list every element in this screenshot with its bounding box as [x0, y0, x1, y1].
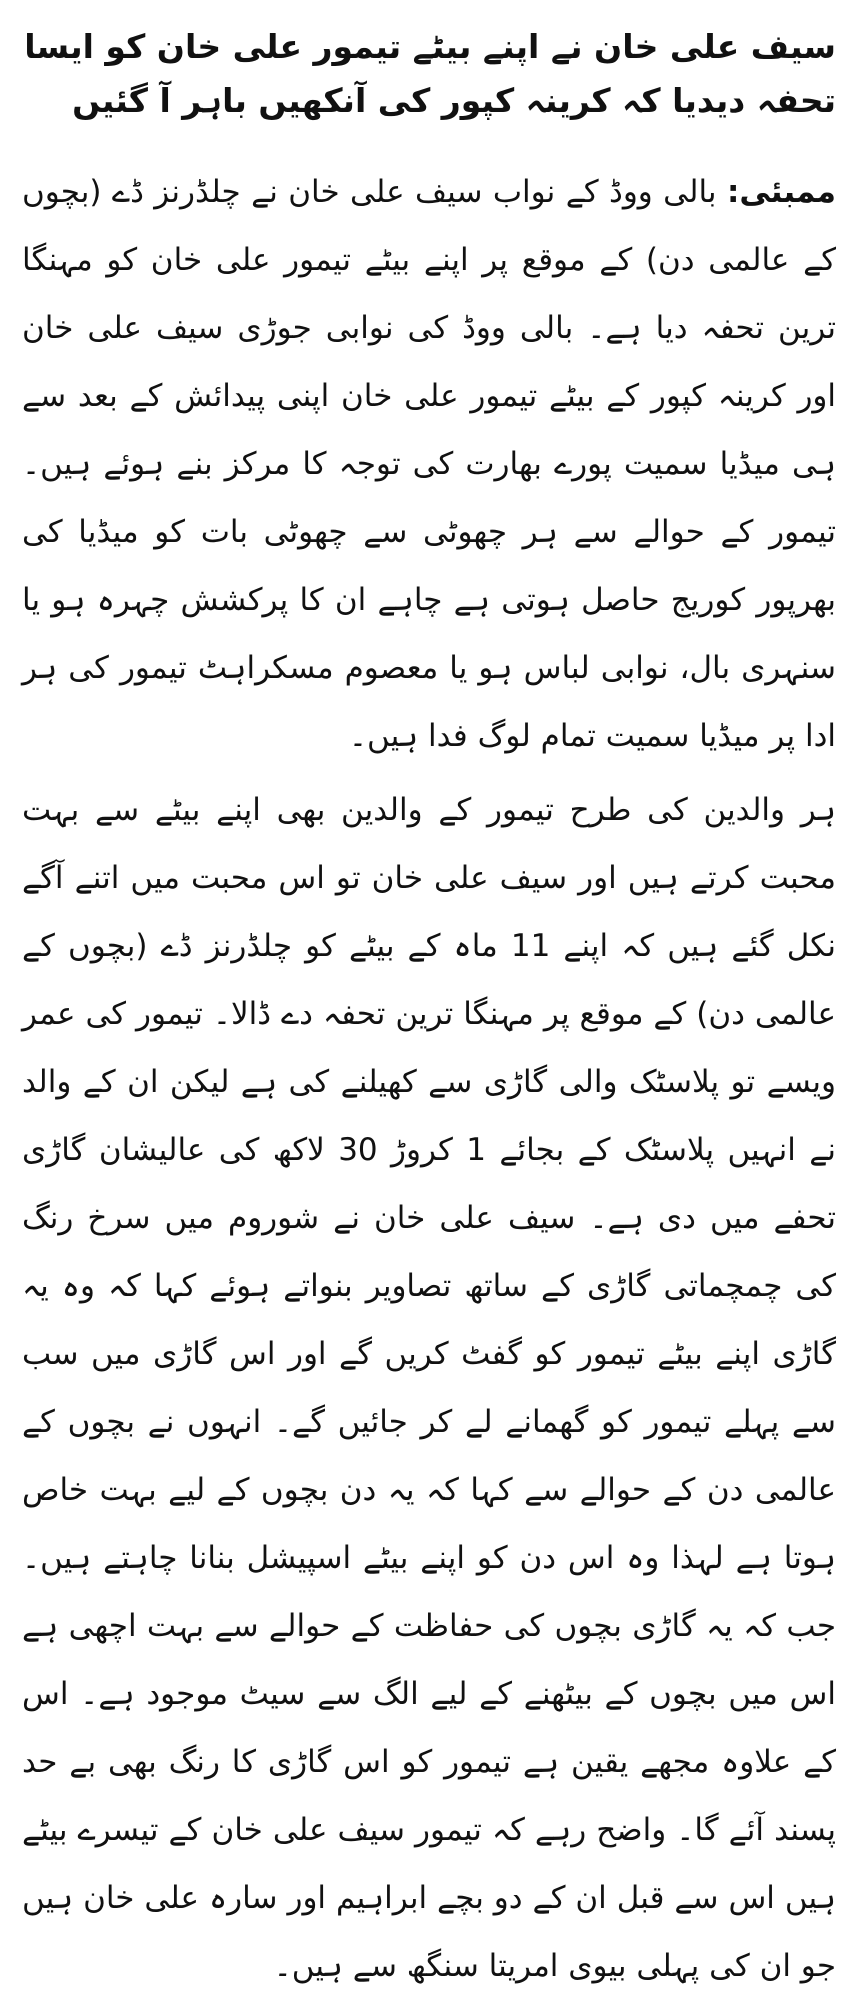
article-paragraph-2: ہر والدین کی طرح تیمور کے والدین بھی اپنے بیٹے سے بہت محبت کرتے ہیں اور سیف علی خان تو اس محبت میں اتنے آگے نکل گئے ہیں کہ اپنے 11 ماہ کے بیٹے کو چلڈرنز ڈے (بچوں کے عالمی دن) کے موقع پر مہنگا ترین تحفہ دے ڈالا۔ تیمور کی عمر ویسے تو پلاسٹک والی گاڑی سے کھیلنے کی ہے لیکن ان کے والد نے انہیں پلاسٹک کے بجائے 1 کروڑ 30 لاکھ کی عالیشان گاڑی تحفے میں دی ہے۔ سیف علی خان نے شوروم میں سرخ رنگ کی چمچماتی گاڑی کے ساتھ تصاویر بنواتے ہوئے کہا کہ وہ یہ گاڑی اپنے بیٹے تیمور کو گفٹ کریں گے اور اس گاڑی میں سب سے پہلے تیمور کو گھمانے لے کر جائیں گے۔ انہوں نے بچوں کے عالمی دن کے حوالے سے کہا کہ یہ دن بچوں کے لیے بہت خاص ہوتا ہے لہذا وہ اس دن کو اپنے بیٹے اسپیشل بنانا چاہتے ہیں۔ جب کہ یہ گاڑی بچوں کی حفاظت کے حوالے سے بہت اچھی ہے اس میں بچوں کے بیٹھنے کے لیے الگ سے سیٹ موجود ہے۔ اس کے علاوہ مجھے یقین ہے تیمور کو اس گاڑی کا رنگ بھی بے حد پسند آئے گا۔ واضح رہے کہ تیمور سیف علی خان کے تیسرے بیٹے ہیں اس سے قبل ان کے دو بچے ابراہیم اور سارہ علی خان ہیں جو ان کی پہلی بیوی امریتا سنگھ سے ہیں۔: [22, 792, 836, 1984]
article-paragraph-1-text: بالی ووڈ کے نواب سیف علی خان نے چلڈرنز ڈے (بچوں کے عالمی دن) کے موقع پر اپنے بیٹے تیمور علی خان کو مہنگا ترین تحفہ دیا ہے۔ بالی ووڈ کی نوابی جوڑی سیف علی خان اور کرینہ کپور کے بیٹے تیمور علی خان اپنی پیدائش کے بعد سے ہی میڈیا سمیت پورے بھارت کی توجہ کا مرکز بنے ہوئے ہیں۔ تیمور کے حوالے سے ہر چھوٹی سے چھوٹی بات کو میڈیا کی بھرپور کوریج حاصل ہوتی ہے چاہے ان کا پرکشش چہرہ ہو یا سنہری بال، نوابی لباس ہو یا معصوم مسکراہٹ تیمور کی ہر ادا پر میڈیا سمیت تمام لوگ فدا ہیں۔: [22, 174, 836, 754]
article-paragraph-1: [22, 158, 836, 770]
article-dateline: ممبئی:: [726, 174, 836, 210]
article-headline: سیف علی خان نے اپنے بیٹے تیمور علی خان کو ایسا تحفہ دیدیا کہ کرینہ کپور کی آنکھیں باہر آ گئیں: [24, 27, 836, 120]
